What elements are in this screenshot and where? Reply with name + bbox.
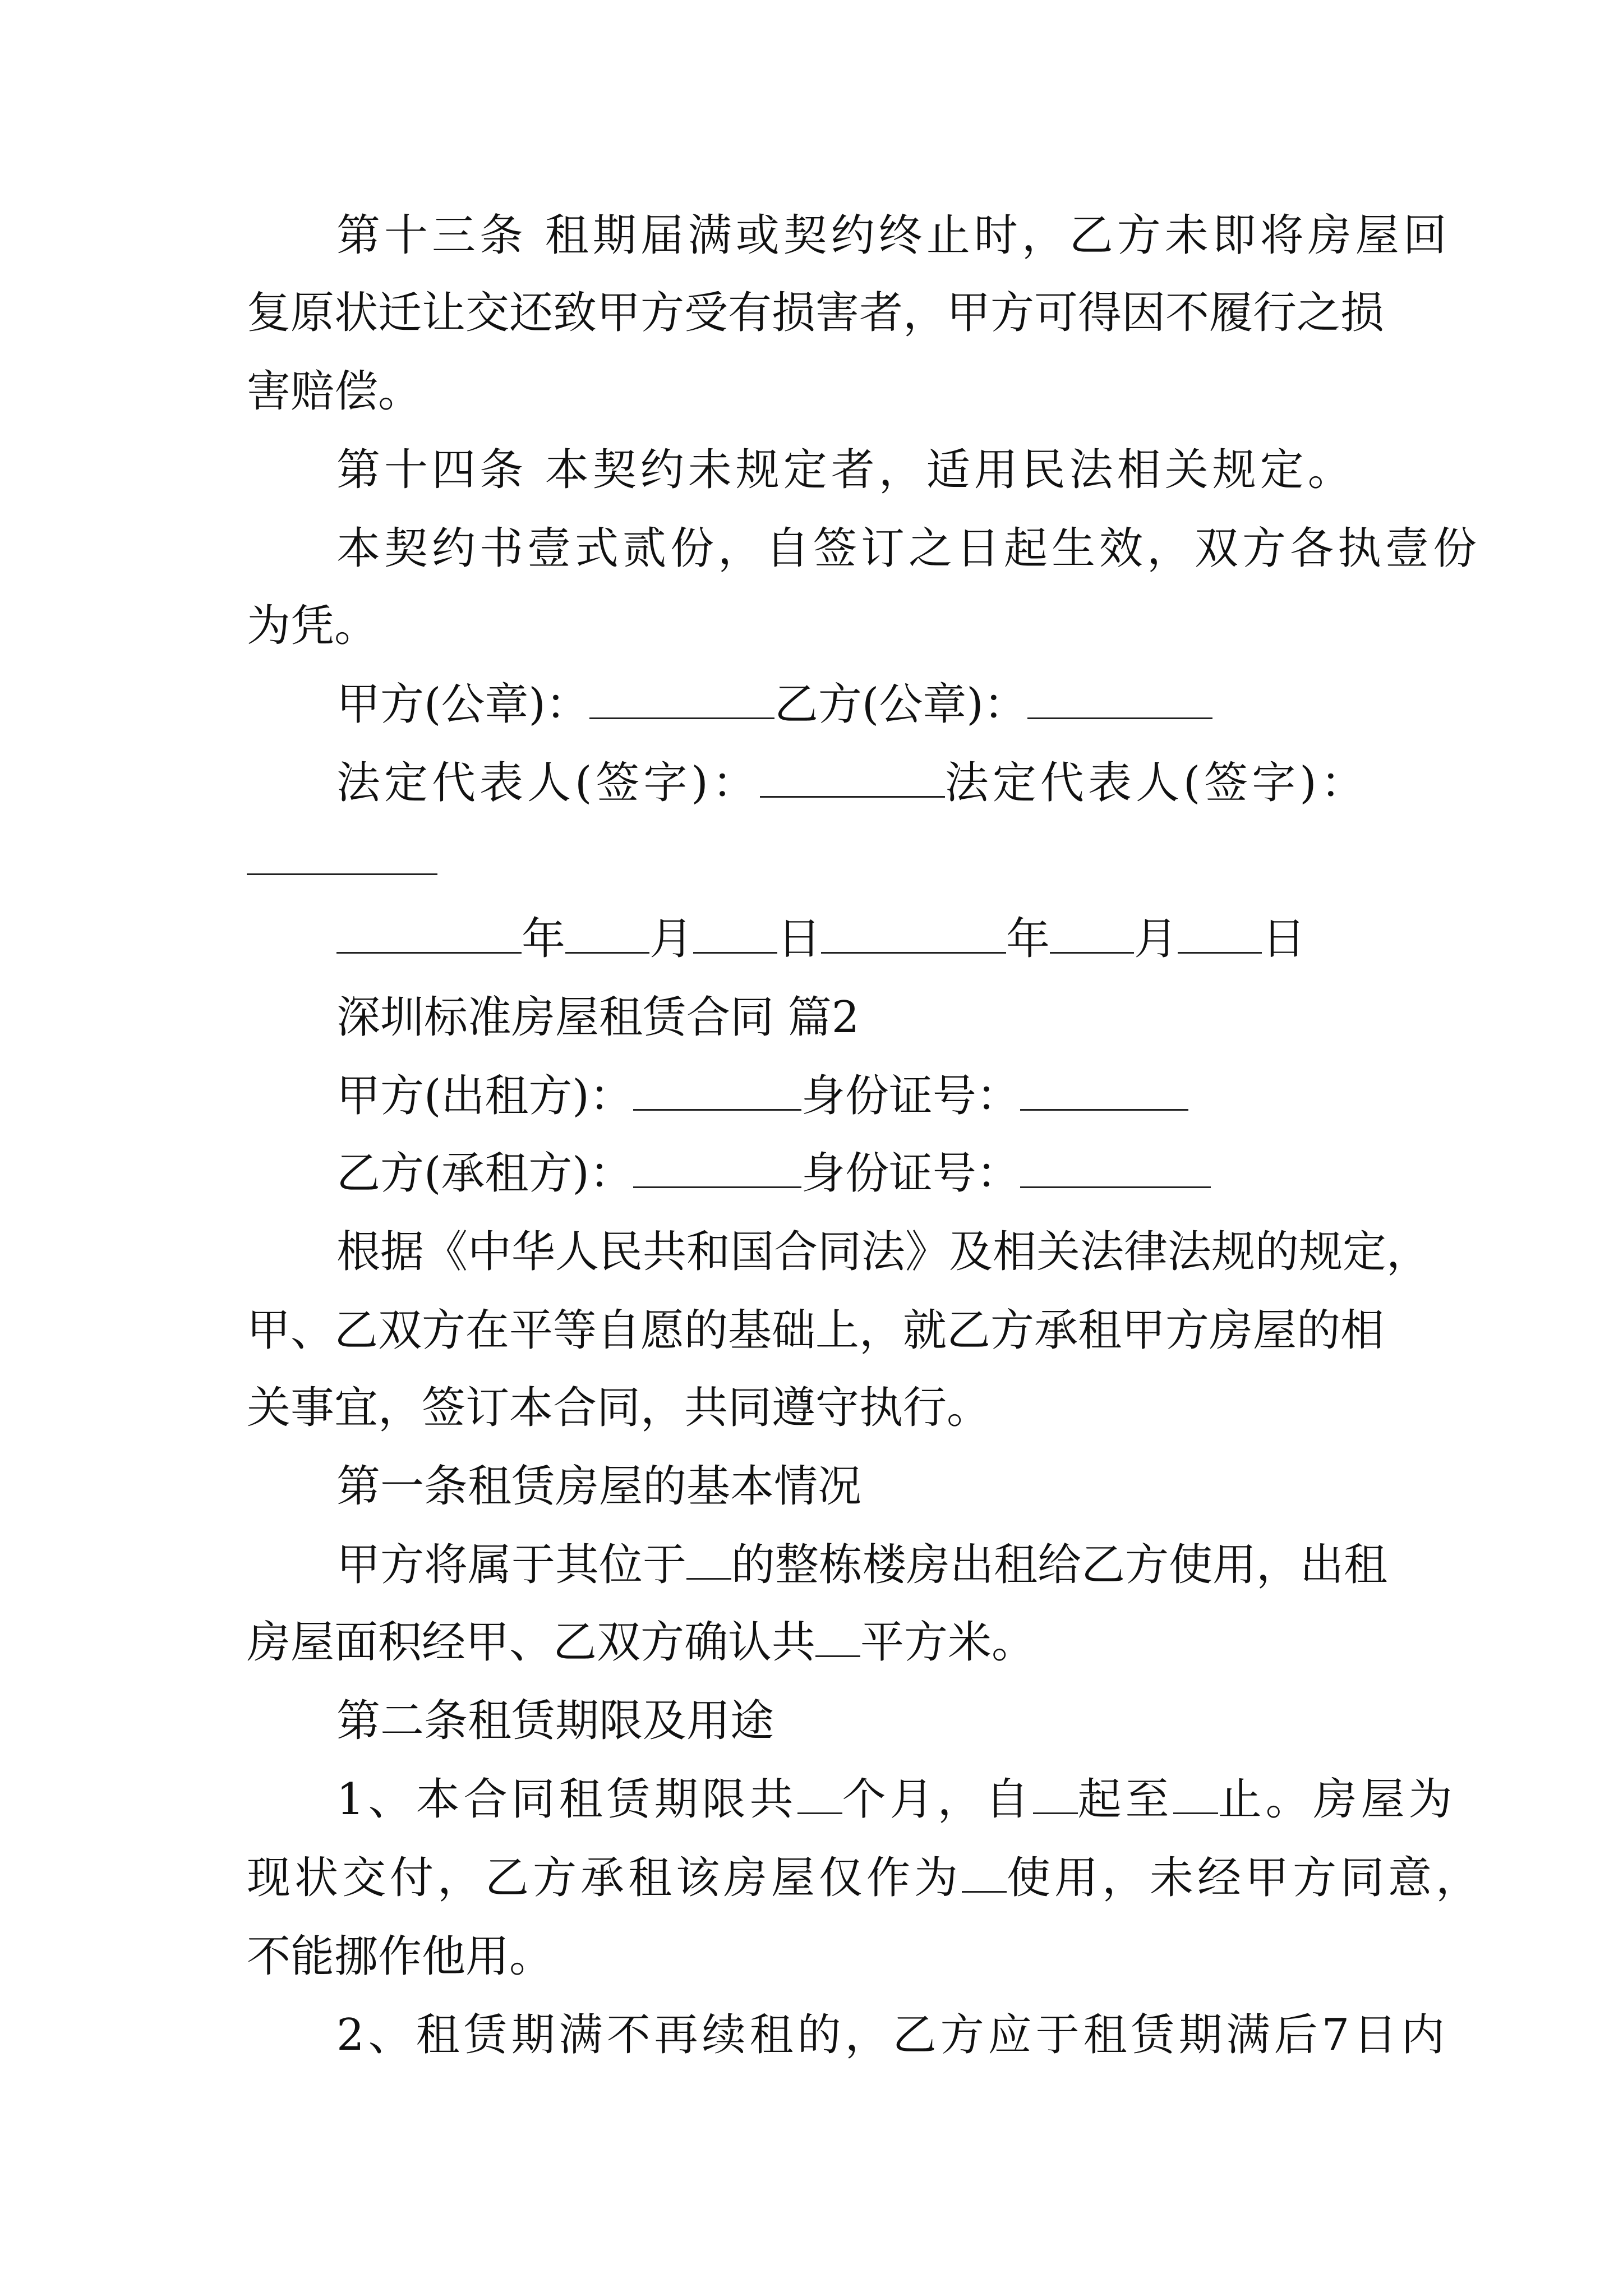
months-blank bbox=[797, 1779, 842, 1814]
paragraph-line bbox=[247, 1930, 1391, 1984]
end-date-blank bbox=[1173, 1779, 1218, 1814]
text-span: 为凭。 bbox=[247, 601, 379, 651]
text-span: 房屋面积经甲、乙双方确认共 bbox=[247, 1617, 816, 1668]
paragraph-line bbox=[336, 2008, 1449, 2062]
text-span: 使用，未经甲方同意， bbox=[1007, 1853, 1484, 1903]
usage-blank bbox=[962, 1857, 1007, 1893]
party-a-representative-label: 法定代表人(签字)： bbox=[336, 758, 760, 808]
text-span: 起至 bbox=[1077, 1774, 1173, 1825]
section-heading bbox=[336, 991, 1391, 1045]
text-span: 第十三条 租期届满或契约终止时，乙方未即将房屋回 bbox=[336, 210, 1451, 261]
month-label: 月 bbox=[1134, 914, 1178, 964]
day-label: 日 bbox=[1262, 914, 1306, 964]
paragraph-line bbox=[247, 1304, 1391, 1358]
text-span: 关事宜，签订本合同，共同遵守执行。 bbox=[247, 1383, 991, 1433]
party-a-representative-blank bbox=[760, 762, 945, 798]
paragraph-line bbox=[336, 1538, 1391, 1592]
party-a-seal-label: 甲方(公章)： bbox=[336, 679, 589, 730]
paragraph-line bbox=[247, 1851, 1484, 1905]
year-label: 年 bbox=[1006, 914, 1050, 964]
text-span: 现状交付，乙方承租该房屋仅作为 bbox=[247, 1853, 962, 1903]
text-span: 止。房屋为 bbox=[1218, 1774, 1456, 1825]
paragraph-line bbox=[336, 1225, 1431, 1279]
id-number-blank bbox=[1020, 1153, 1211, 1188]
paragraph-line bbox=[247, 599, 1391, 653]
paragraph-line bbox=[336, 209, 1451, 263]
text-span: 平方米。 bbox=[860, 1617, 1036, 1668]
paragraph-line bbox=[336, 443, 1391, 497]
month-blank bbox=[1050, 918, 1134, 954]
date-line bbox=[336, 912, 1391, 966]
day-blank bbox=[693, 918, 777, 954]
text-span: 个月，自 bbox=[842, 1774, 1033, 1825]
party-b-line bbox=[336, 1147, 1391, 1200]
text-span: 复原状迁让交还致甲方受有损害者，甲方可得因不履行之损 bbox=[247, 288, 1385, 338]
day-blank bbox=[1178, 918, 1262, 954]
text-span: 甲方将属于其位于 bbox=[336, 1540, 687, 1590]
signature-continuation-line bbox=[247, 834, 1391, 887]
article-heading bbox=[336, 1460, 1391, 1513]
text-span: 甲、乙双方在平等自愿的基础上，就乙方承租甲方房屋的相 bbox=[247, 1305, 1385, 1356]
paragraph-line bbox=[247, 1381, 1391, 1435]
paragraph-line bbox=[336, 1773, 1456, 1826]
year-blank bbox=[336, 918, 522, 954]
article-heading bbox=[336, 1694, 1391, 1748]
text-span: 第一条租赁房屋的基本情况 bbox=[336, 1461, 862, 1512]
lessor-blank bbox=[633, 1075, 801, 1111]
paragraph-line bbox=[247, 1616, 1391, 1669]
year-label: 年 bbox=[522, 914, 566, 964]
party-b-representative-label: 法定代表人(签字)： bbox=[944, 758, 1368, 808]
lessee-label: 乙方(承租方)： bbox=[336, 1148, 633, 1199]
text-span: 的整栋楼房出租给乙方使用，出租 bbox=[731, 1540, 1388, 1590]
text-span: 1、本合同租赁期限共 bbox=[336, 1774, 797, 1825]
text-span: 第十四条 本契约未规定者，适用民法相关规定。 bbox=[336, 445, 1355, 495]
party-b-representative-blank bbox=[247, 840, 437, 875]
id-number-blank bbox=[1020, 1075, 1188, 1111]
text-span: 深圳标准房屋租赁合同 篇2 bbox=[336, 992, 860, 1043]
month-blank bbox=[565, 918, 649, 954]
paragraph-line bbox=[247, 286, 1391, 340]
lessor-label: 甲方(出租方)： bbox=[336, 1071, 633, 1121]
paragraph-line bbox=[336, 522, 1481, 576]
year-blank bbox=[821, 918, 1006, 954]
text-span: 根据《中华人民共和国合同法》及相关法律法规的规定， bbox=[336, 1227, 1431, 1277]
signature-line-seal bbox=[336, 678, 1391, 731]
text-span: 不能挪作他用。 bbox=[247, 1931, 554, 1982]
text-span: 第二条租赁期限及用途 bbox=[336, 1696, 774, 1746]
day-label: 日 bbox=[777, 914, 822, 964]
party-a-seal-blank bbox=[589, 684, 774, 719]
party-b-seal-label: 乙方(公章)： bbox=[774, 679, 1027, 730]
lessee-blank bbox=[633, 1153, 801, 1188]
signature-line-representative bbox=[336, 756, 1391, 810]
text-span: 本契约书壹式贰份，自签订之日起生效，双方各执壹份 bbox=[336, 523, 1481, 574]
area-blank bbox=[815, 1622, 860, 1657]
text-span: 害赔偿。 bbox=[247, 366, 422, 417]
id-number-label: 身份证号： bbox=[801, 1071, 1020, 1121]
id-number-label: 身份证号： bbox=[801, 1148, 1020, 1199]
party-a-line bbox=[336, 1069, 1391, 1123]
start-date-blank bbox=[1033, 1779, 1078, 1814]
text-span: 2、租赁期满不再续租的，乙方应于租赁期满后7日内 bbox=[336, 2010, 1449, 2060]
paragraph-line bbox=[247, 365, 1391, 418]
month-label: 月 bbox=[649, 914, 694, 964]
location-blank bbox=[686, 1544, 731, 1580]
party-b-seal-blank bbox=[1027, 684, 1212, 719]
